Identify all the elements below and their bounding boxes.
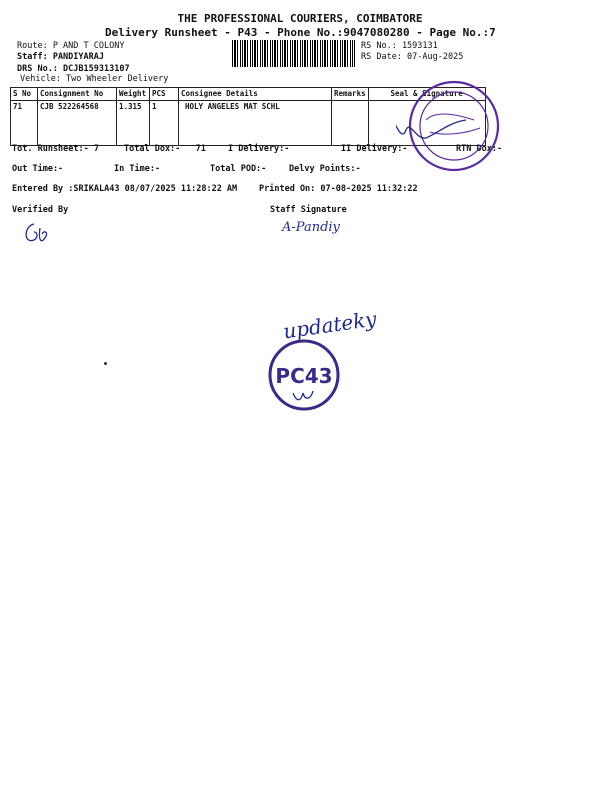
cell-sno: 71 — [11, 101, 38, 146]
verified-signature — [20, 218, 60, 248]
out-time: Out Time:- — [12, 164, 64, 174]
col-header-sno: S No — [11, 88, 38, 101]
rs-number: RS No.: 1593131 — [361, 41, 438, 51]
pc43-stamp-text: PC43 — [275, 364, 333, 388]
cell-weight: 1.315 — [117, 101, 150, 146]
col-header-pcs: PCS — [150, 88, 179, 101]
rtn-dox: RTN Dox:- — [456, 144, 503, 154]
total-pod: Total POD:- — [210, 164, 267, 174]
staff-signature-label: Staff Signature — [270, 205, 347, 215]
printed-on: Printed On: 07-08-2025 11:32:22 — [259, 184, 418, 194]
cell-remarks — [332, 101, 369, 146]
entered-by: Entered By :SRIKALA43 08/07/2025 11:28:22 AM — [12, 184, 238, 194]
runsheet-title: Delivery Runsheet - P43 - Phone No.:9047080280 - Page No.:7 — [105, 26, 496, 39]
ii-delivery: II Delivery:- — [341, 144, 408, 154]
staff-text: Staff: PANDIYARAJ — [17, 52, 104, 62]
cell-consignment: CJB 522264568 — [38, 101, 117, 146]
rs-date: RS Date: 07-Aug-2025 — [361, 52, 464, 62]
handwritten-note: updateky — [281, 306, 378, 344]
pc43-stamp — [263, 339, 345, 411]
tot-runsheet: Tot. Runsheet:- 7 — [12, 144, 99, 154]
route-text: Route: P AND T COLONY — [17, 41, 125, 51]
cell-consignee: HOLY ANGELES MAT SCHL — [179, 101, 332, 146]
col-header-consignment: Consignment No — [38, 88, 117, 101]
vehicle-text: Vehicle: Two Wheeler Delivery — [20, 74, 169, 84]
company-name: THE PROFESSIONAL COURIERS, COIMBATORE — [177, 12, 423, 25]
drs-number: DRS No.: DCJB159313107 — [17, 64, 130, 74]
ink-speck — [104, 362, 107, 365]
total-dox: Total Dox:- 71 — [124, 144, 206, 154]
barcode — [232, 40, 355, 67]
col-header-remarks: Remarks — [332, 88, 369, 101]
col-header-weight: Weight — [117, 88, 150, 101]
col-header-consignee: Consignee Details — [179, 88, 332, 101]
seal-stamp — [396, 80, 514, 176]
staff-signature: A-Pandiy — [282, 220, 340, 235]
verified-by-label: Verified By — [12, 205, 69, 215]
delvy-points: Delvy Points:- — [289, 164, 361, 174]
i-delivery: I Delivery:- — [228, 144, 290, 154]
in-time: In Time:- — [114, 164, 161, 174]
cell-pcs: 1 — [150, 101, 179, 146]
col-header-seal: Seal & Signature — [368, 88, 485, 101]
